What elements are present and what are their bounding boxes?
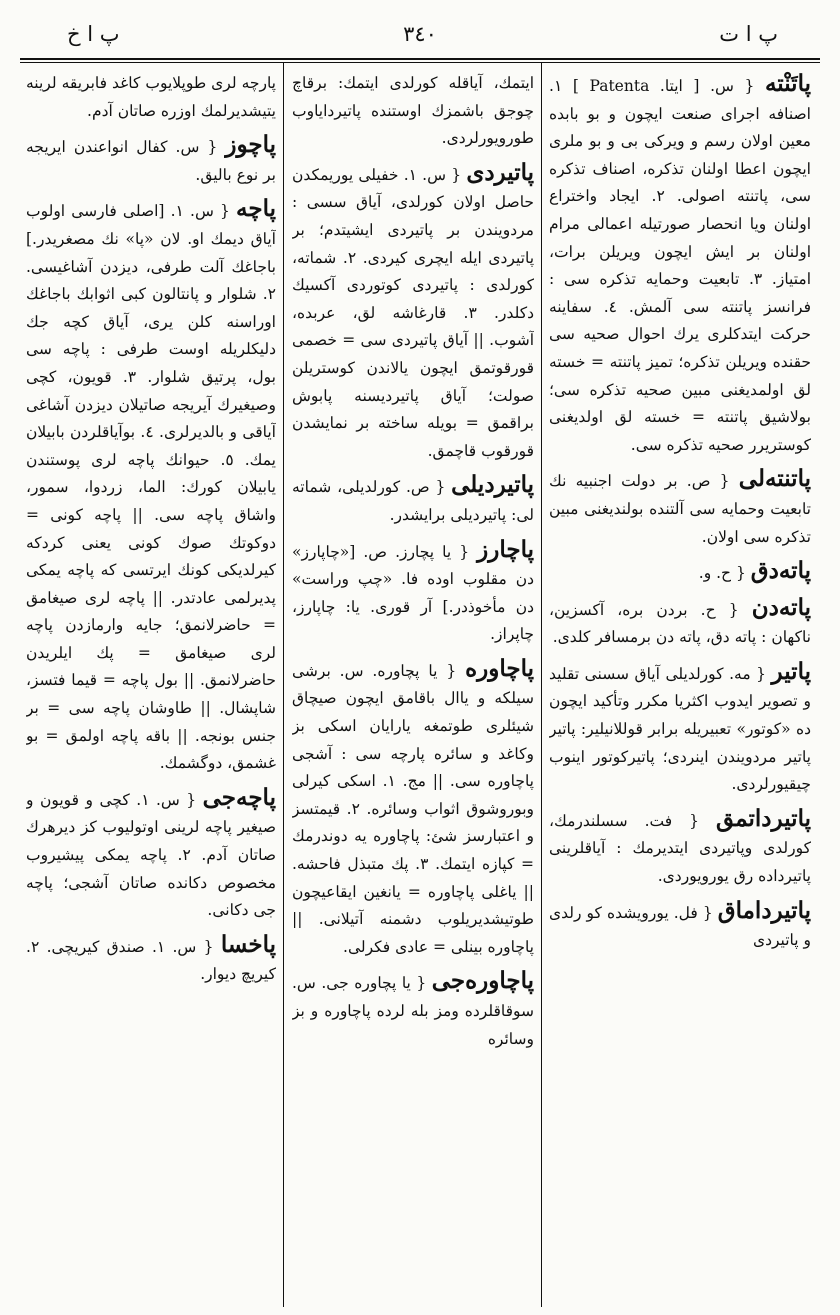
entry-headword: پاچاوره‌جى (431, 967, 534, 995)
column-left (26, 70, 276, 1305)
dictionary-entry (549, 70, 811, 459)
entry-definition: { فل. يورويشده كو رلدى و پاتيردى (549, 903, 811, 950)
dictionary-entry (292, 536, 534, 649)
dictionary-entry (549, 805, 811, 891)
entry-definition: { ح. بردن بره، آكسزين، ناكهان : پاته دق، پاته دن برمسافر كلدى. (549, 600, 811, 647)
header-left-guide-letters: پ ا خ (67, 22, 120, 46)
entry-headword: پاته‌دق (750, 557, 811, 585)
dictionary-entry (26, 131, 276, 189)
entry-definition: { يا پچارز. ص. [«چاپارز» دن مقلوب اوده فا. «چپ وراست» دن مأخوذدر.] آر قورى. يا: چاپارز، چاپراز. (292, 542, 534, 644)
entry-definition: ايتمك، آياقله كورلدى ايتمك: برقاچ چوجق باشمزك اوستنده پاتيرداياوب طورويورلردى. (292, 74, 534, 148)
dictionary-entry (549, 465, 811, 551)
entry-headword: پاتيرداتمق (716, 804, 811, 832)
dictionary-entry (292, 70, 534, 153)
entry-definition: { س. [ ايتا. Patenta ] ١. اصنافه اجراى صنعت ايچون و بو بابده معين اولان رسم و ويركى بى و بو ملرى ايچون اعطا اولنان تذكره، اصناف تذكره سى، پاتنته اصولى. ٢. ايجاد واختراع اولنان ويا انحصار صورتيله اعمالى مرام اولنان بر ايش ايچون ويريلن برات، امتياز. ٣. تابعيت وحمايه تذكره سى : فرانسز پاتنته سى آلمش. ٤. سفاينه حركت ايتدكلرى يرك احوال صحيه سى حقنده ويريلن تذكره؛ تميز پاتنته = خسته لق اولمديغنى مبين صحيه تذكره سى؛ بولاشيق پاتنته = خسته لق اولديغنى كوستريرر صحيه تذكره سى. (549, 77, 811, 454)
dictionary-entry (26, 931, 276, 989)
entry-headword: پاچه (236, 195, 276, 223)
entry-definition: { فت. سسلندرمك، كورلدى وپاتيردى ايتديرمك : آياقلرينى پاتيرداده رق يورويوردى. (549, 811, 811, 886)
entry-definition: پارچه لرى طوپلايوب كاغد فابريقه لرينه يتيشديرلمك اوزره صاتان آدم. (26, 74, 276, 120)
column-right (549, 70, 811, 1305)
column-divider-left (283, 62, 284, 1307)
header-rule (20, 58, 820, 60)
entry-definition: { يا پچاوره جى. س. سوقاقلرده ومز بله لرده پاچاوره و بز وسائره (292, 974, 534, 1048)
entry-definition: { س. ١. خفيلى يوريمكدن حاصل اولان كورلدى، آياق سسى : مردويندن بر پاتيردى ايشيتدم؛ بر پاتيردى ايله ايچرى كيردى. ٢. شماته، كورلدى : پاتيردى كوتوردى آكسيك دكلدر. ٣. قارغاشه لق، عربده، آشوب. || آياق پاتيردى سى = خصمى قورقوتمق ايچون يالاندن كوستريلن صولت؛ آياق پاتيرديسنه پابوش براقمق = بويله ساخته بر نمايشدن قورقوب قاچمق. (292, 165, 534, 460)
entry-headword: پاتيرديلى (451, 471, 534, 499)
dictionary-entry (292, 967, 534, 1053)
entry-definition: { يا پچاوره. س. برشى سيلكه و ياال باقامق ايچون صيچاق شيئلرى طوتمغه يارايان اسكى بز وكاغد و سائره پارچه سى : آشجى پاچاوره سى. || مج. ١. اسكى كيرلى وبوروشوق اثواب وسائره. ٢. قيمتسز و اعتبارسز شئ: پاچاوره يه دوندرمك = كپازه ايتمك. ٣. پك متبذل فاحشه. || ياغلى پاچاوره = يانغين ايقاعيچون طوتيشديريلوب دشمنه آتيلانى. || پاچاوره بينلى = عادى فكرلى. (292, 661, 534, 956)
dictionary-entry (292, 471, 534, 529)
dictionary-entry (26, 784, 276, 925)
dictionary-entry (292, 655, 534, 962)
entry-headword: پاچاوره (465, 654, 534, 682)
header-rule-thin (20, 62, 820, 63)
entry-definition: { س. ١. كچى و قويون و صيغير پاچه لرينى اوتوليوب كز ديرهرك صاتان آدم. ٢. پاچه يمكى پيشيروب مخصوص دكانده صاتان آشجى؛ پاچه جى دكانى. (26, 790, 276, 920)
entry-headword: پاتَنْته (764, 70, 811, 97)
entry-definition: { س. ١. صندق كيريچى. ٢. كيريچ ديوار. (26, 937, 276, 984)
header-right-guide-letters: پ ا ت (719, 22, 778, 46)
dictionary-entry (549, 658, 811, 799)
entry-headword: پاخسا (220, 930, 276, 958)
entry-headword: پاتيرداماق (717, 896, 811, 924)
entry-headword: پاتير (771, 657, 811, 685)
column-middle (292, 70, 534, 1305)
dictionary-entry (26, 70, 276, 125)
dictionary-entry (549, 557, 811, 588)
page-number: ٣٤٠ (403, 22, 437, 46)
column-divider-right (541, 62, 542, 1307)
entry-definition: { س. كفال انواعندن ايريجه بر نوع باليق. (26, 138, 276, 184)
dictionary-entry (549, 897, 811, 955)
entry-definition: { ص. بر دولت اجنبيه نك تابعيت وحمايه سى آلتنده بولنديغنى مبين تذكره سى اولان. (549, 472, 811, 546)
entry-headword: پاچارز (477, 535, 534, 563)
entry-headword: پاتنته‌لى (738, 465, 811, 493)
entry-headword: پاته‌دن (751, 593, 811, 621)
entry-definition: { ص. كورلديلى، شماته لى: پاتيرديلى برايشدر. (292, 478, 534, 524)
dictionary-entry (26, 195, 276, 777)
entry-definition: { مه. كورلديلى آياق سسنى تقليد و تصوير ايدوب اكثريا مكرر وتأكيد ايچون ده «كوتور» تعبيريله برابر قوللانيلير: پاتير پاتير مردويندن اينردى؛ پاتيركوتور اينوب چيقيورلردى. (549, 664, 811, 794)
entry-headword: پاتيردى (466, 158, 534, 186)
page-header (22, 14, 818, 54)
entry-definition: { س. ١. [اصلى فارسى اولوب آياق ديمك او. لان «پا» نك مصغريدر.] باجاغك آلت طرفى، ديزدن آشاغيسى. ٢. شلوار و پانتالون كبى اثوابك باجاغك اوراسنه كلن يرى، آياق كچه جك دليكلريله اوست طرفى : پاچه سى بول، پرتيق شلوار. ٣. قويون، كچى وصيغيرك آيريجه صاتيلان ديزدن آشاغى آياقى و بالديرلرى. ٤. بوآياقلردن بابيلان يمك. ٥. حيوانك پاچه لرى پوستندن يابيلان كورك: الما، زردوا، سمور، واشاق پاچه سى. || پاچه كونى = دوكوتك صوك كونى يعنى كردكه كيرلديكى كونك ايرتسى كه پاچه يمكى پديرلمى عادتدر. || پاچه لرى صيغامق = حاضرلانمق؛ جايه وارمازدن پاچه لرى صيغامق = پك ايلريدن حاضرلانمق. || بول پاچه = قيما فتسز، شاپشال. || طاوشان پاچه سى = بر جنس بونجه. || باقه پاچه اولمق = بو غشمق، دوگشمك. (26, 202, 276, 773)
entry-headword: پاچوز (225, 131, 276, 159)
entry-definition: { ح. و. (698, 564, 746, 583)
entry-headword: پاچه‌جى (202, 783, 276, 811)
dictionary-entry (549, 594, 811, 652)
dictionary-entry (292, 159, 534, 466)
